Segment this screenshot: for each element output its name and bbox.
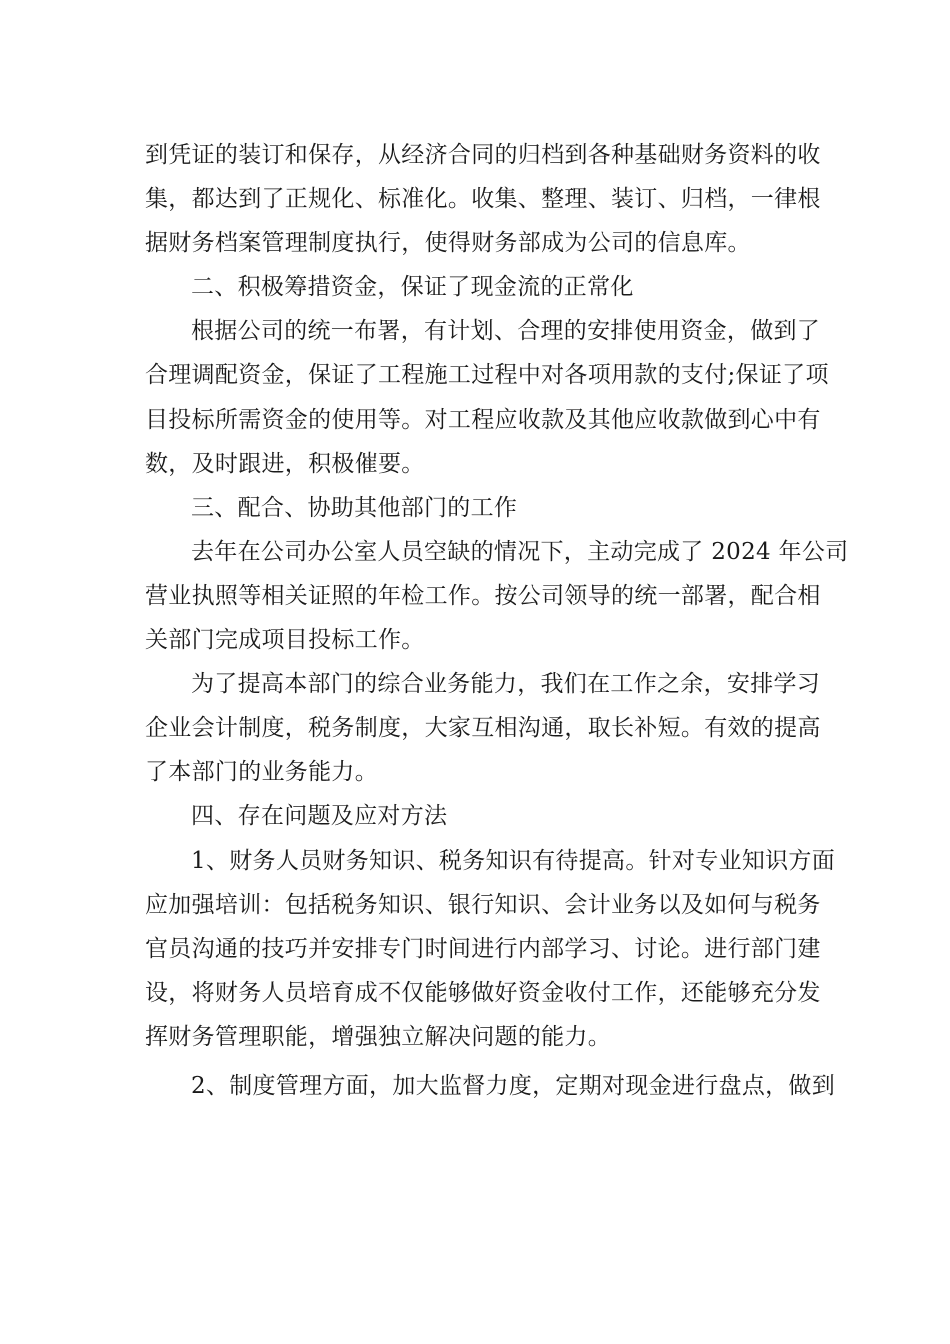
paragraph-line: 设，将财务人员培育成不仅能够做好资金收付工作，还能够充分发 — [145, 979, 821, 1006]
paragraph-line: 营业执照等相关证照的年检工作。按公司领导的统一部署，配合相 — [145, 582, 821, 609]
paragraph-line: 应加强培训：包括税务知识、银行知识、会计业务以及如何与税务 — [145, 891, 821, 918]
paragraph-line: 挥财务管理职能，增强独立解决问题的能力。 — [145, 1023, 611, 1050]
paragraph-line: 集，都达到了正规化、标准化。收集、整理、装订、归档，一律根 — [145, 186, 821, 213]
document-body — [145, 133, 849, 1108]
section-heading: 二、积极筹措资金，保证了现金流的正常化 — [191, 274, 634, 301]
section-heading: 三、配合、协助其他部门的工作 — [191, 494, 518, 521]
paragraph-line: 2、制度管理方面，加大监督力度，定期对现金进行盘点，做到 — [191, 1072, 836, 1099]
paragraph-line: 数，及时跟进，积极催要。 — [145, 450, 425, 477]
paragraph-line: 为了提高本部门的综合业务能力，我们在工作之余，安排学习 — [191, 671, 821, 698]
paragraph-line: 了本部门的业务能力。 — [145, 759, 378, 786]
paragraph-line: 1、财务人员财务知识、税务知识有待提高。针对专业知识方面 — [191, 847, 836, 874]
paragraph-line: 根据公司的统一布署，有计划、合理的安排使用资金，做到了 — [191, 318, 821, 345]
paragraph-line: 据财务档案管理制度执行，使得财务部成为公司的信息库。 — [145, 230, 751, 257]
paragraph-line: 到凭证的装订和保存，从经济合同的归档到各种基础财务资料的收 — [145, 142, 821, 168]
paragraph-line: 企业会计制度，税务制度，大家互相沟通，取长补短。有效的提高 — [145, 715, 821, 742]
paragraph-line: 关部门完成项目投标工作。 — [145, 627, 425, 654]
paragraph-line: 合理调配资金，保证了工程施工过程中对各项用款的支付;保证了项 — [145, 362, 829, 389]
paragraph-line: 去年在公司办公室人员空缺的情况下，主动完成了 2024 年公司 — [191, 538, 849, 565]
paragraph-line: 官员沟通的技巧并安排专门时间进行内部学习、讨论。进行部门建 — [145, 935, 821, 962]
paragraph-line: 目投标所需资金的使用等。对工程应收款及其他应收款做到心中有 — [145, 406, 821, 433]
section-heading: 四、存在问题及应对方法 — [191, 803, 448, 830]
